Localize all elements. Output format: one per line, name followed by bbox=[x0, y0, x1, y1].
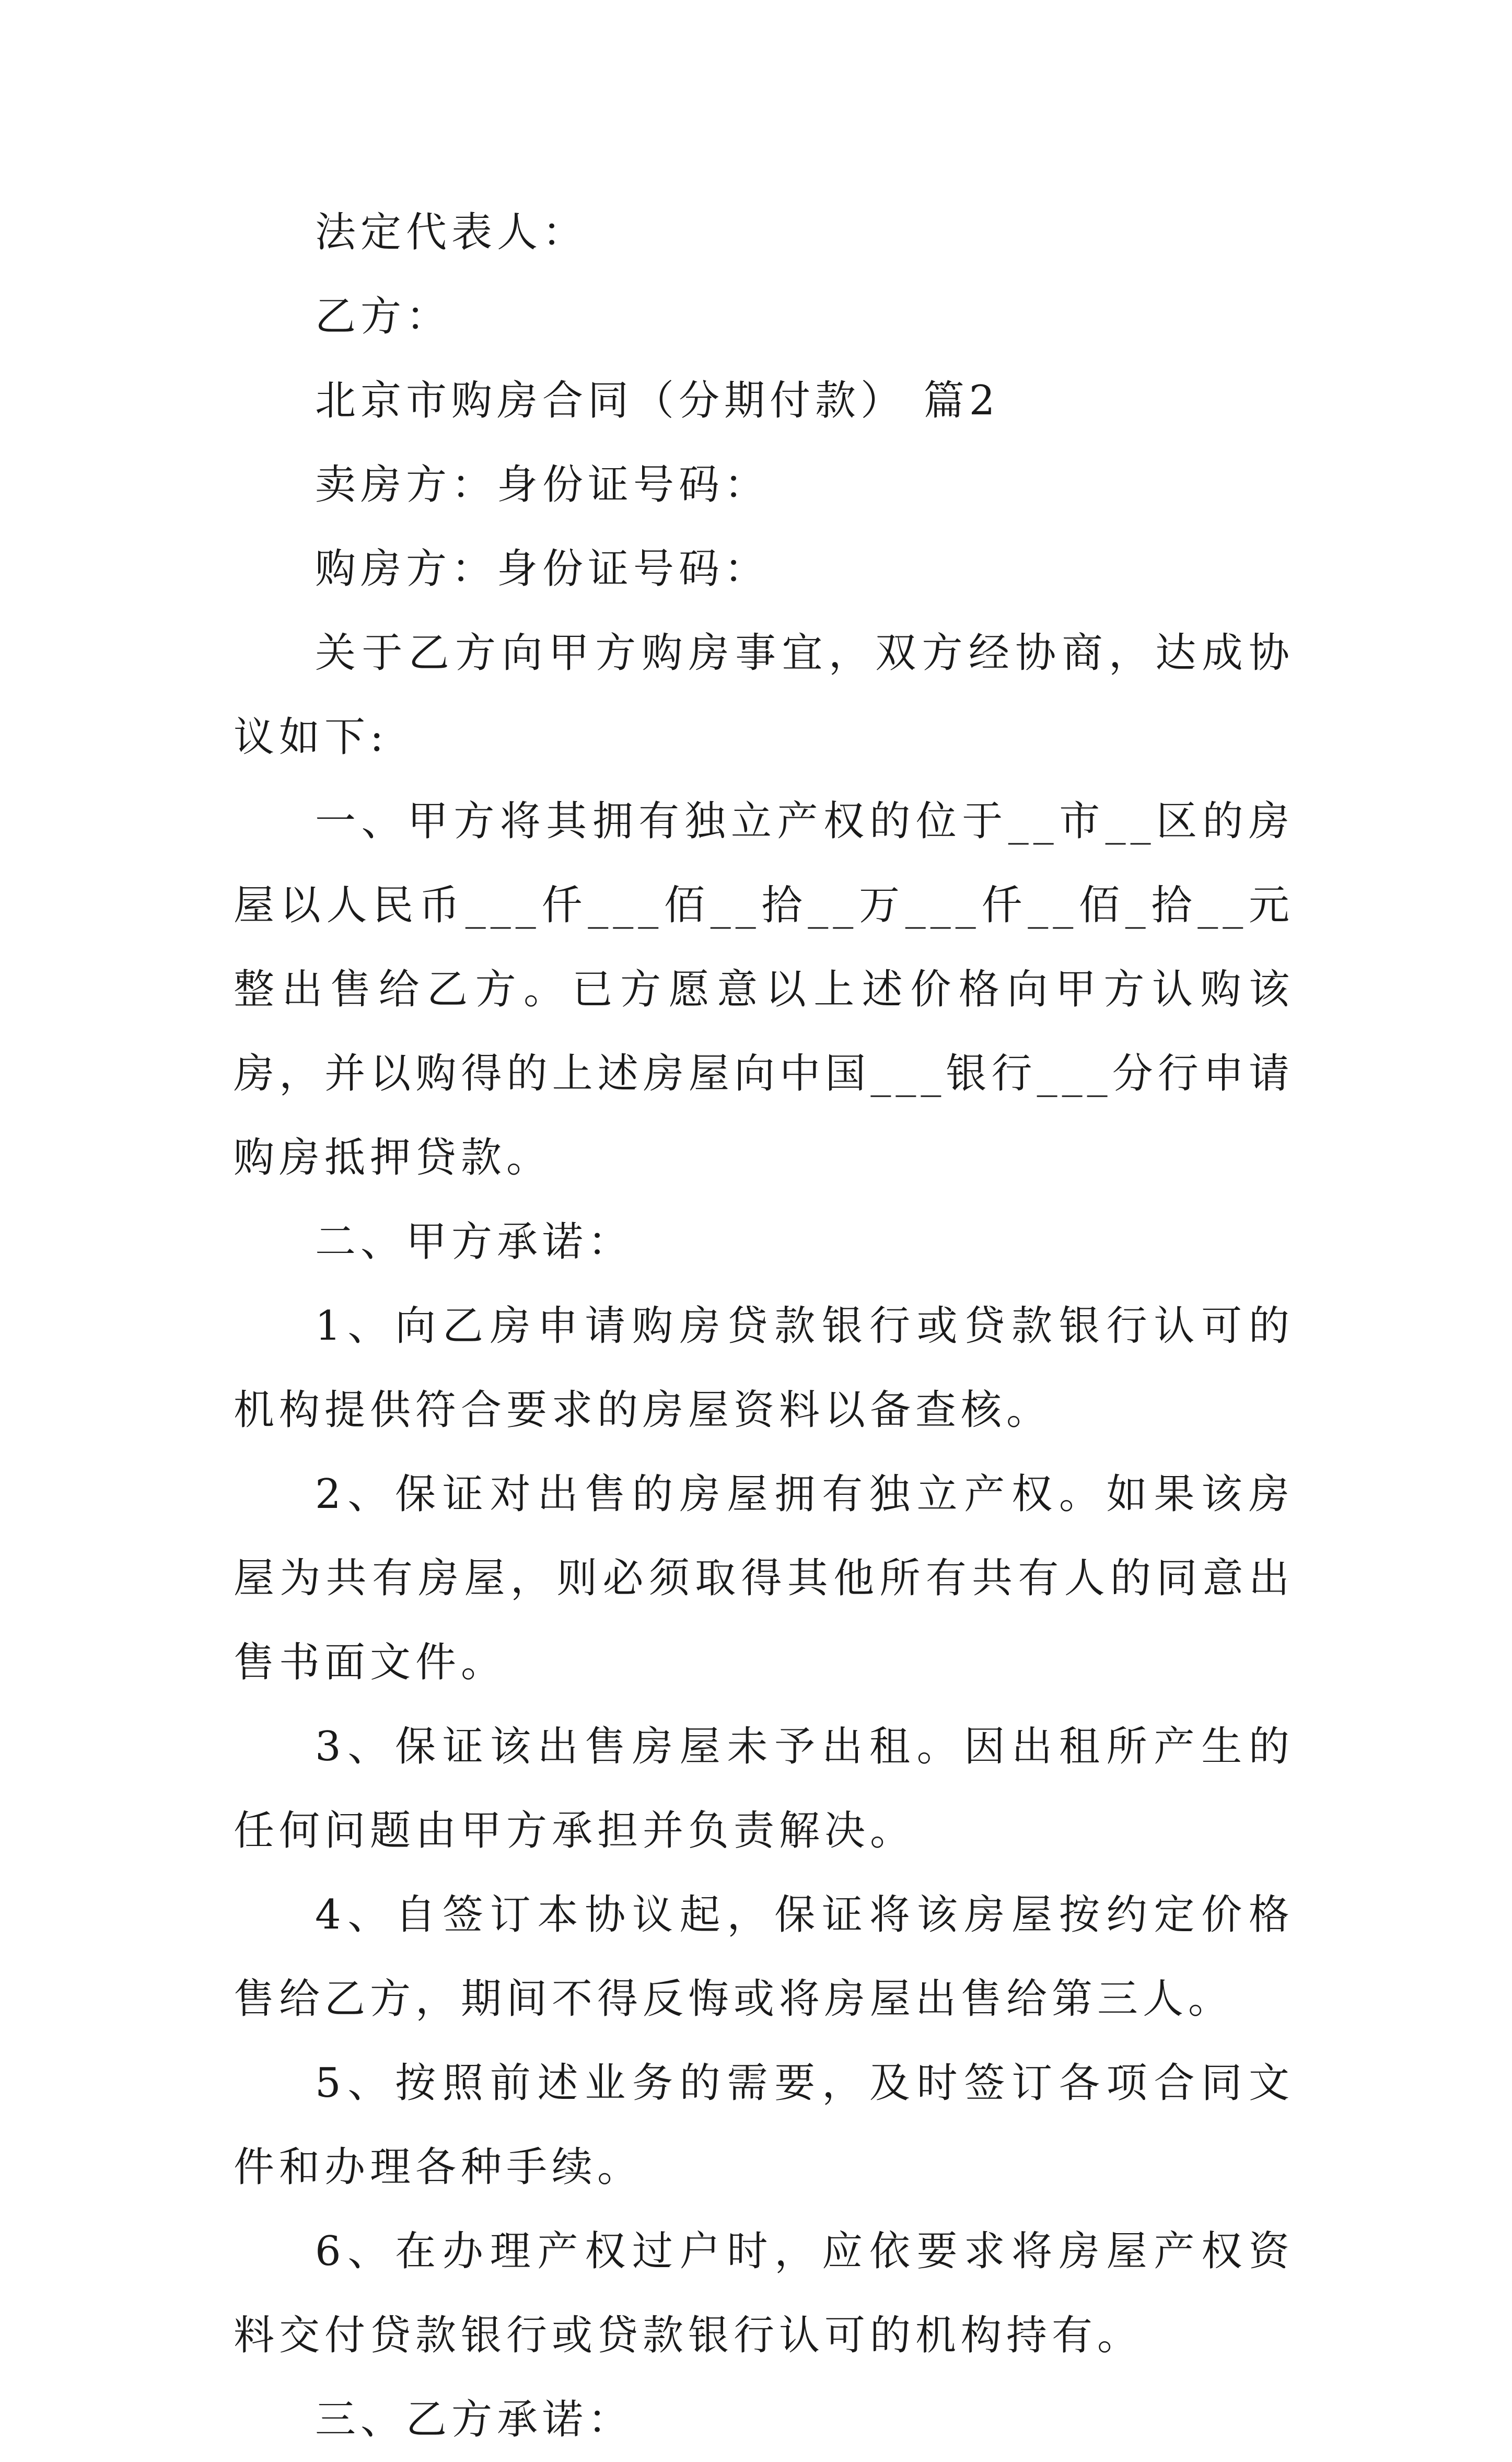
party-b-line: 乙方： bbox=[315, 293, 452, 340]
clause-2-item-6: 6、在办理产权过户时，应依要求将房屋产权资料交付贷款银行或贷款银行认可的机构持有。 bbox=[234, 2228, 1294, 2359]
clause-2-item-5: 5、按照前述业务的需要，及时签订各项合同文件和办理各种手续。 bbox=[234, 2060, 1294, 2191]
clause-2-heading: 二、甲方承诺： bbox=[315, 1218, 634, 1265]
clause-2-item-1: 1、向乙房申请购房贷款银行或贷款银行认可的机构提供符合要求的房屋资料以备查核。 bbox=[234, 1303, 1294, 1434]
legal-representative-line: 法定代表人： bbox=[315, 209, 588, 256]
clause-3-heading: 三、乙方承诺： bbox=[315, 2396, 634, 2443]
agreement-intro: 关于乙方向甲方购房事宜，双方经协商，达成协议如下: bbox=[234, 630, 1294, 761]
contract-title: 北京市购房合同（分期付款） 篇2 bbox=[315, 377, 1000, 424]
document-body bbox=[234, 191, 1294, 2462]
clause-2-item-2: 2、保证对出售的房屋拥有独立产权。如果该房屋为共有房屋，则必须取得其他所有共有人的同意出售书面文件。 bbox=[234, 1471, 1294, 1686]
seller-id-line: 卖房方：身份证号码： bbox=[315, 461, 770, 508]
clause-2-item-3: 3、保证该出售房屋未予出租。因出租所产生的任何问题由甲方承担并负责解决。 bbox=[234, 1723, 1294, 1854]
clause-1: 一、甲方将其拥有独立产权的位于__市__区的房屋以人民币___仟___佰__拾__万___仟__佰_拾__元整出售给乙方。已方愿意以上述价格向甲方认购该房，并以购得的上述房屋向中国___银行___分行申请购房抵押贷款。 bbox=[234, 798, 1294, 1181]
buyer-id-line: 购房方：身份证号码： bbox=[315, 545, 770, 593]
clause-2-item-4: 4、自签订本协议起，保证将该房屋按约定价格售给乙方，期间不得反悔或将房屋出售给第三人。 bbox=[234, 1891, 1294, 2023]
